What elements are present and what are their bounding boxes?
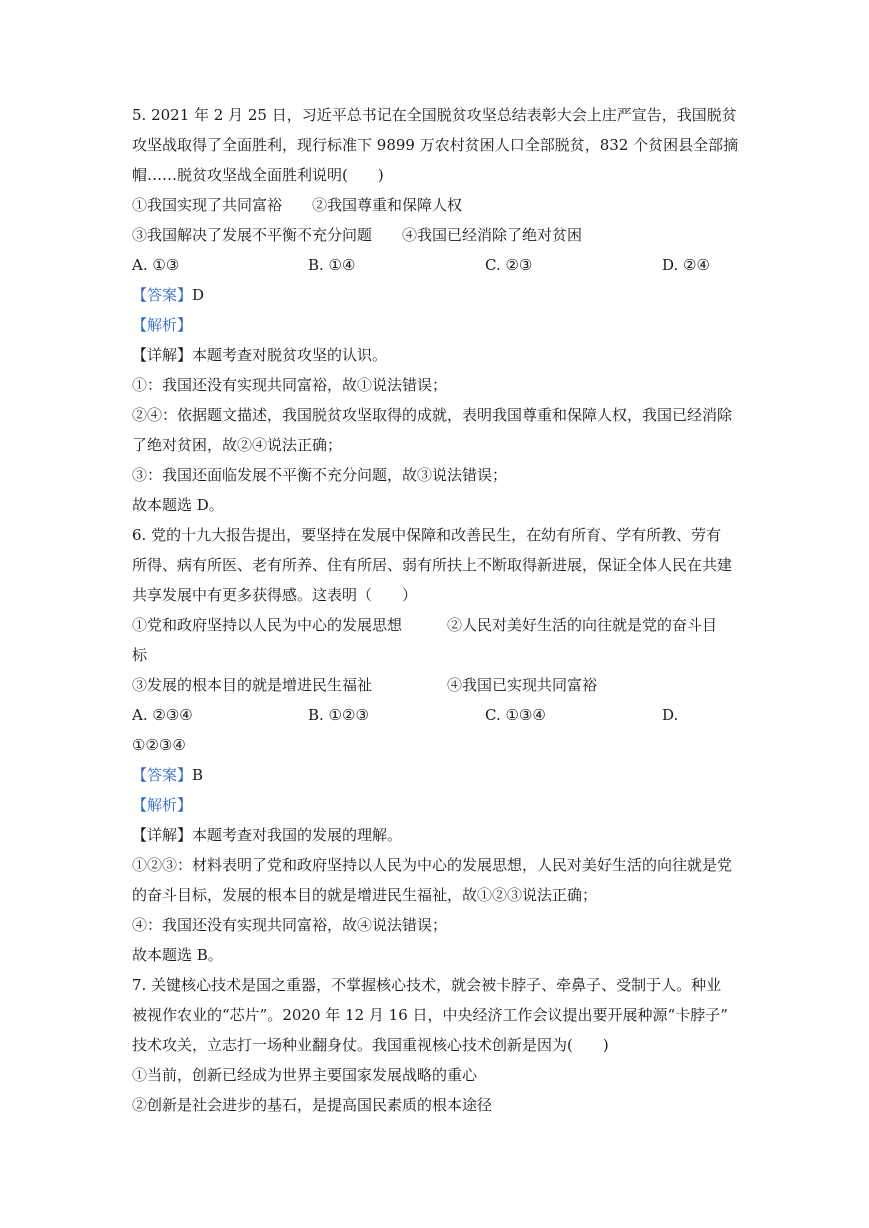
statement-line: ①我国实现了共同富裕 ②我国尊重和保障人权 (132, 196, 463, 214)
statement-line: ③我国解决了发展不平衡不充分问题 ④我国已经消除了绝对贫困 (132, 226, 583, 244)
answer-value: B (192, 766, 204, 784)
detail-line (132, 825, 402, 845)
detail-line: 故本题选 D。 (132, 496, 224, 514)
question-stem-line: 技术攻关，立志打一场种业翻身仗。我国重视核心技术创新是因为( ) (132, 1036, 609, 1054)
detail-text: 本题考查对我国的发展的理解。 (192, 826, 403, 844)
statement-line: ③发展的根本目的就是增进民生福祉 ④我国已实现共同富裕 (132, 676, 598, 694)
statement-line: ①当前，创新已经成为世界主要国家发展战略的重心 (132, 1066, 478, 1084)
detail-text: 本题考查对脱贫攻坚的认识。 (192, 346, 388, 364)
statement-line: ①党和政府坚持以人民为中心的发展思想 ②人民对美好生活的向往就是党的奋斗目 (132, 616, 718, 634)
question-stem-line: 共享发展中有更多获得感。这表明（ ） (132, 586, 418, 604)
option-d: D. (662, 706, 679, 724)
option-a: A. ①③ (132, 256, 180, 274)
question-stem-line: 攻坚战取得了全面胜利，现行标准下 9899 万农村贫困人口全部脱贫，832 个贫困县全部摘 (132, 136, 739, 154)
option-b: B. ①④ (308, 256, 356, 274)
detail-line: 了绝对贫困，故②④说法正确； (132, 436, 343, 454)
option-d-text: ①②③④ (132, 736, 186, 754)
question-stem-line: 5. 2021 年 2 月 25 日，习近平总书记在全国脱贫攻坚总结表彰大会上庄严宣告，我国脱贫 (132, 106, 737, 124)
answer-tag: 【答案】 (132, 286, 193, 304)
statement-line: 标 (132, 646, 148, 664)
option-d: D. ②④ (662, 256, 710, 274)
answer-value: D (192, 286, 205, 304)
option-a: A. ②③④ (132, 706, 193, 724)
detail-line (132, 345, 387, 365)
analysis-tag: 【解析】 (132, 316, 193, 334)
question-stem-line: 7. 关键核心技术是国之重器，不掌握核心技术，就会被卡脖子、牵鼻子、受制于人。种业 (132, 976, 722, 994)
answer-line (132, 765, 203, 785)
option-c: C. ②③ (485, 256, 533, 274)
detail-line: 故本题选 B。 (132, 946, 223, 964)
detail-line: 的奋斗目标，发展的根本目的就是增进民生福祉，故①②③说法正确； (132, 886, 598, 904)
question-stem-line: 被视作农业的“芯片”。2020 年 12 月 16 日，中央经济工作会议提出要开展种源“卡脖子” (132, 1006, 728, 1024)
option-b: B. ①②③ (308, 706, 369, 724)
detail-line: ①②③：材料表明了党和政府坚持以人民为中心的发展思想，人民对美好生活的向往就是党 (132, 856, 733, 874)
question-stem-line: 帽……脱贫攻坚战全面胜利说明( ) (132, 166, 384, 184)
answer-tag: 【答案】 (132, 766, 193, 784)
detail-tag: 【详解】 (132, 346, 193, 364)
question-stem-line: 6. 党的十九大报告提出，要坚持在发展中保障和改善民生，在幼有所育、学有所教、劳有 (132, 526, 722, 544)
detail-line: ①：我国还没有实现共同富裕，故①说法错误； (132, 376, 448, 394)
answer-line (132, 285, 204, 305)
question-stem-line: 所得、病有所医、老有所养、住有所居、弱有所扶上不断取得新进展，保证全体人民在共建 (132, 556, 733, 574)
detail-line: ②④：依据题文描述，我国脱贫攻坚取得的成就，表明我国尊重和保障人权，我国已经消除 (132, 406, 733, 424)
detail-line: ③：我国还面临发展不平衡不充分问题，故③说法错误； (132, 466, 508, 484)
detail-line: ④：我国还没有实现共同富裕，故④说法错误； (132, 916, 448, 934)
statement-line: ②创新是社会进步的基石，是提高国民素质的根本途径 (132, 1096, 493, 1114)
analysis-tag: 【解析】 (132, 796, 193, 814)
option-c: C. ①③④ (485, 706, 546, 724)
detail-tag: 【详解】 (132, 826, 193, 844)
